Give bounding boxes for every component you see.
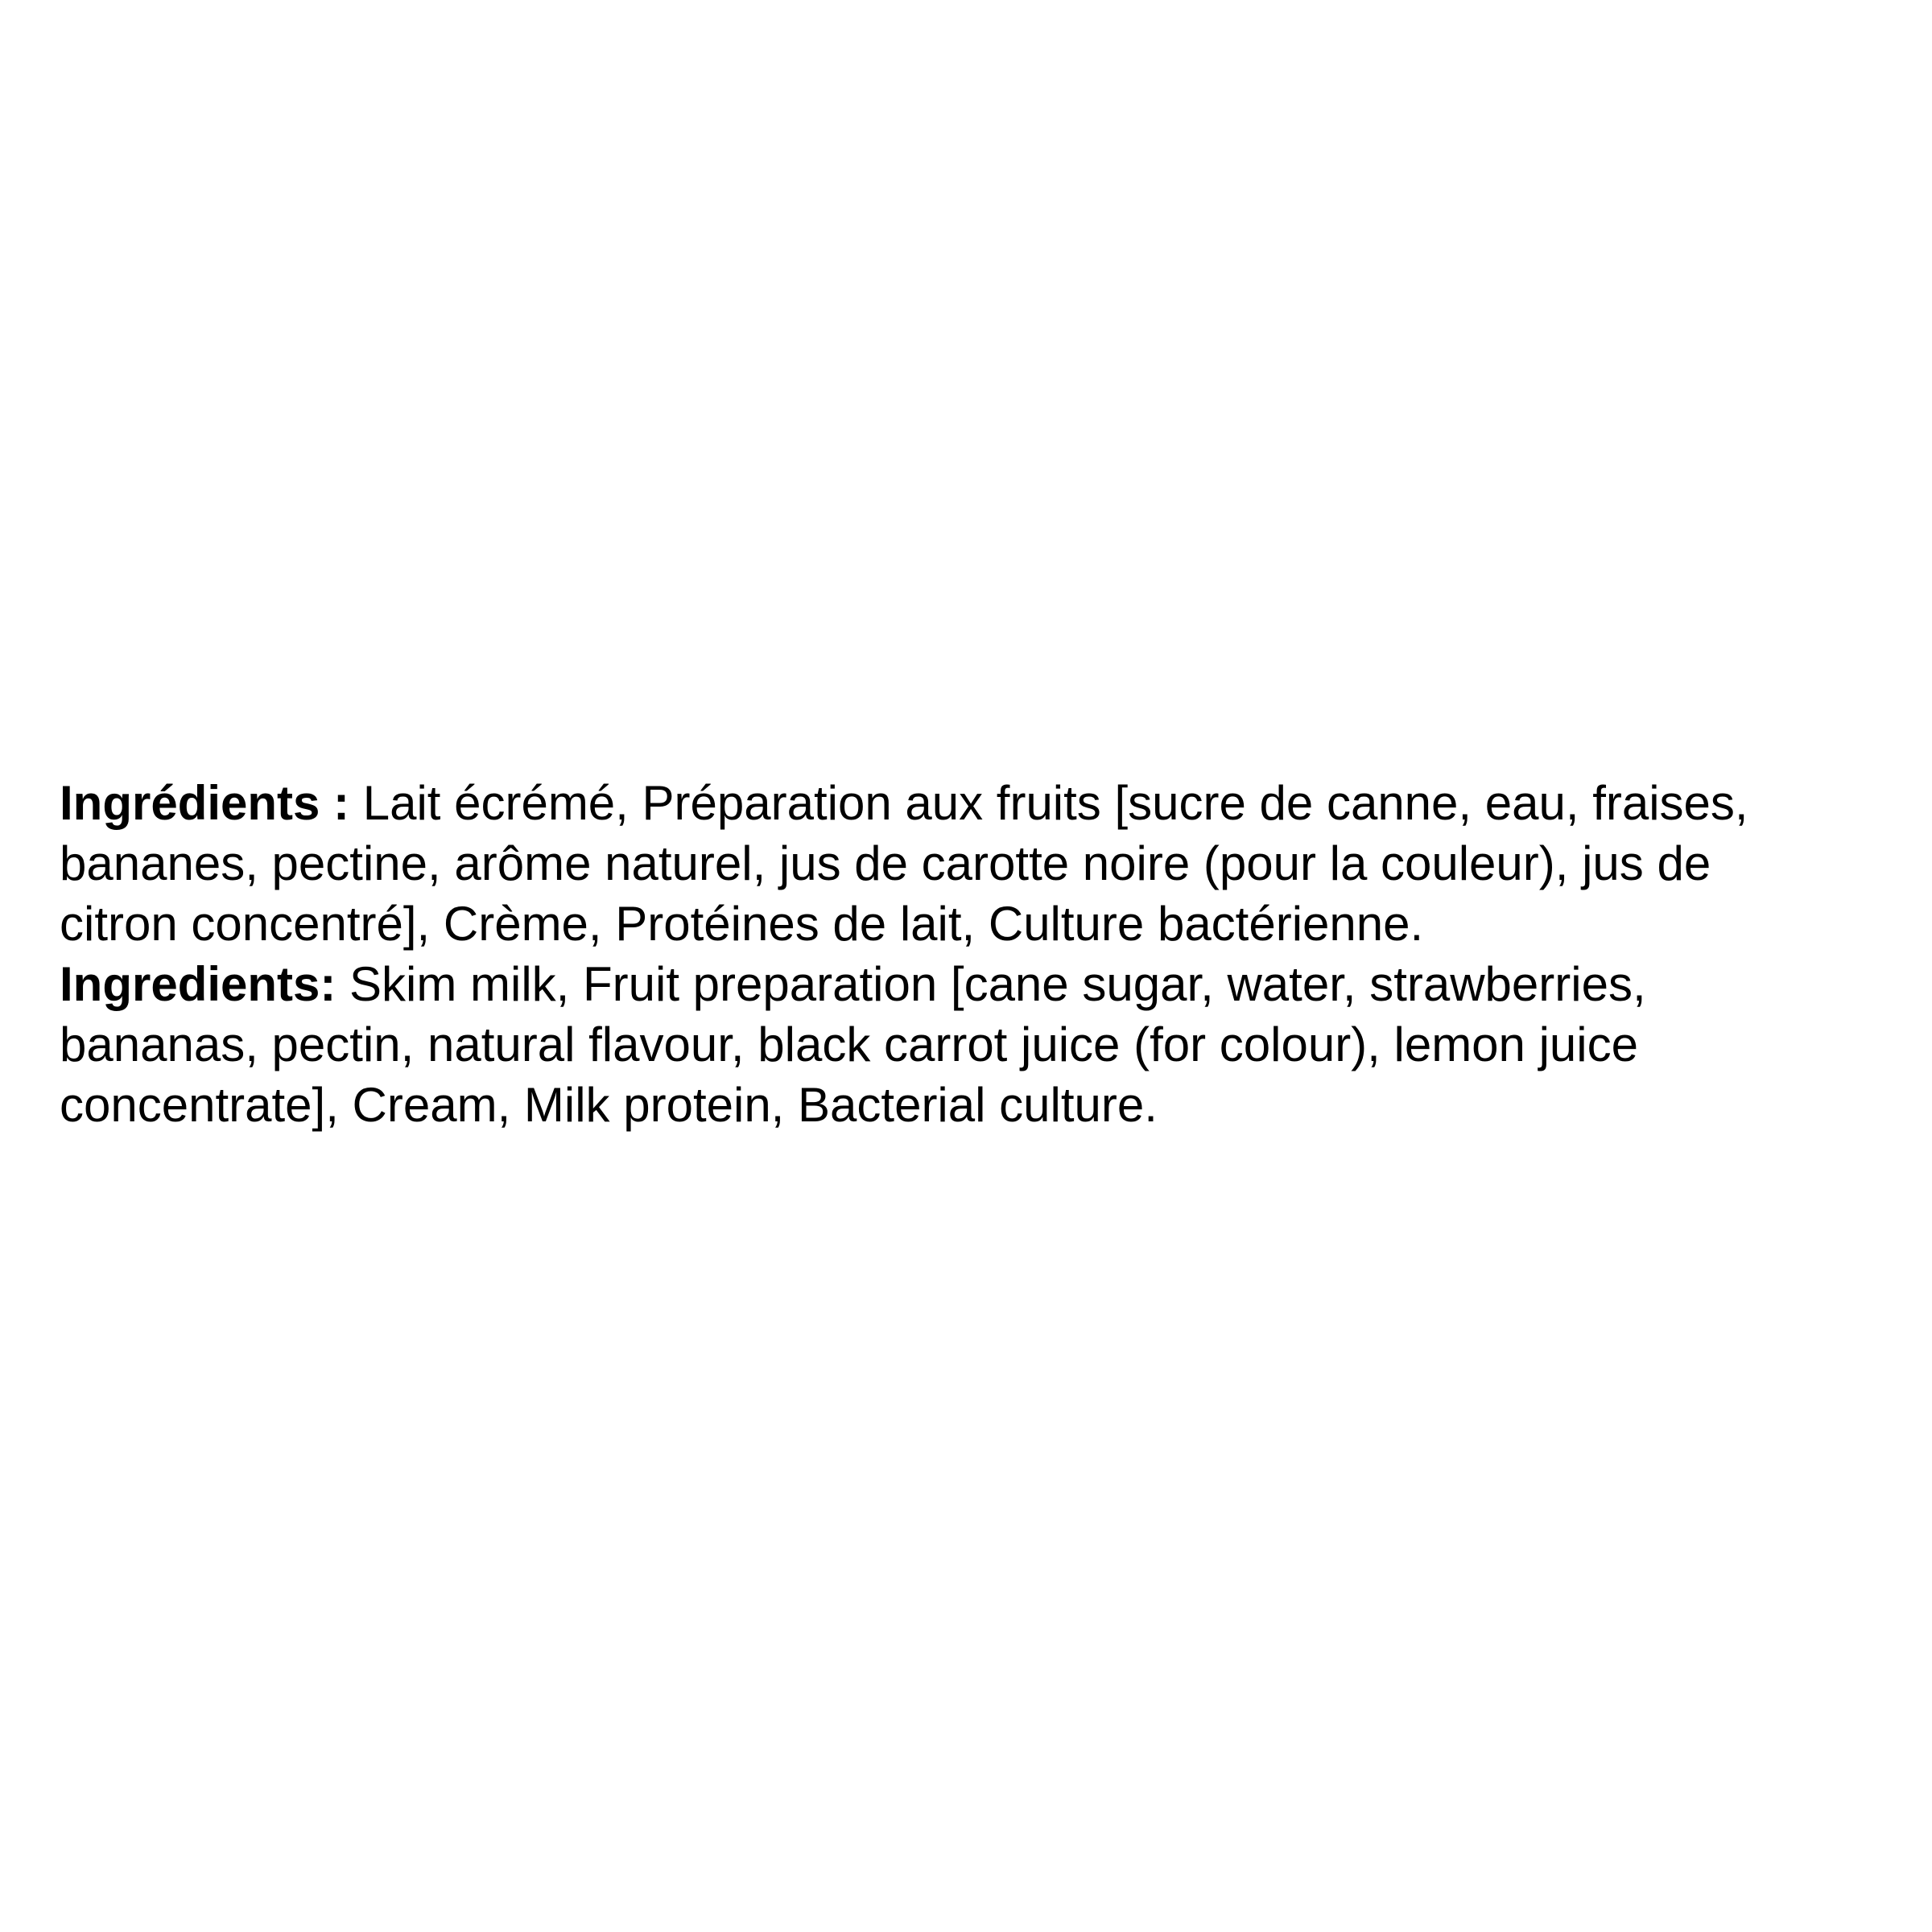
english-ingredients-line-1	[60, 954, 1911, 1014]
english-ingredients-line-2: bananas, pectin, natural flavour, black carrot juice (for colour), lemon juice	[60, 1018, 1638, 1071]
french-ingredients-line-1	[60, 773, 1911, 833]
french-ingredients-line-3: citron concentré], Crème, Protéines de lait, Culture bactérienne.	[60, 897, 1424, 951]
english-ingredients-text-1: Skim milk, Fruit preparation [cane sugar, water, strawberries,	[336, 957, 1646, 1011]
english-ingredients-line-3: concentrate], Cream, Milk protein, Bacterial culture.	[60, 1078, 1158, 1132]
french-ingredients-heading: Ingrédients :	[60, 776, 350, 830]
english-ingredients-heading: Ingredients:	[60, 957, 336, 1011]
french-ingredients-text-1: Lait écrémé, Préparation aux fruits [sucre de canne, eau, fraises,	[349, 776, 1748, 830]
french-ingredients-block	[60, 773, 1911, 954]
english-ingredients-block	[60, 954, 1911, 1135]
ingredients-panel	[60, 773, 1911, 1135]
french-ingredients-line-2: bananes, pectine, arôme naturel, jus de carotte noire (pour la couleur), jus de	[60, 836, 1711, 890]
